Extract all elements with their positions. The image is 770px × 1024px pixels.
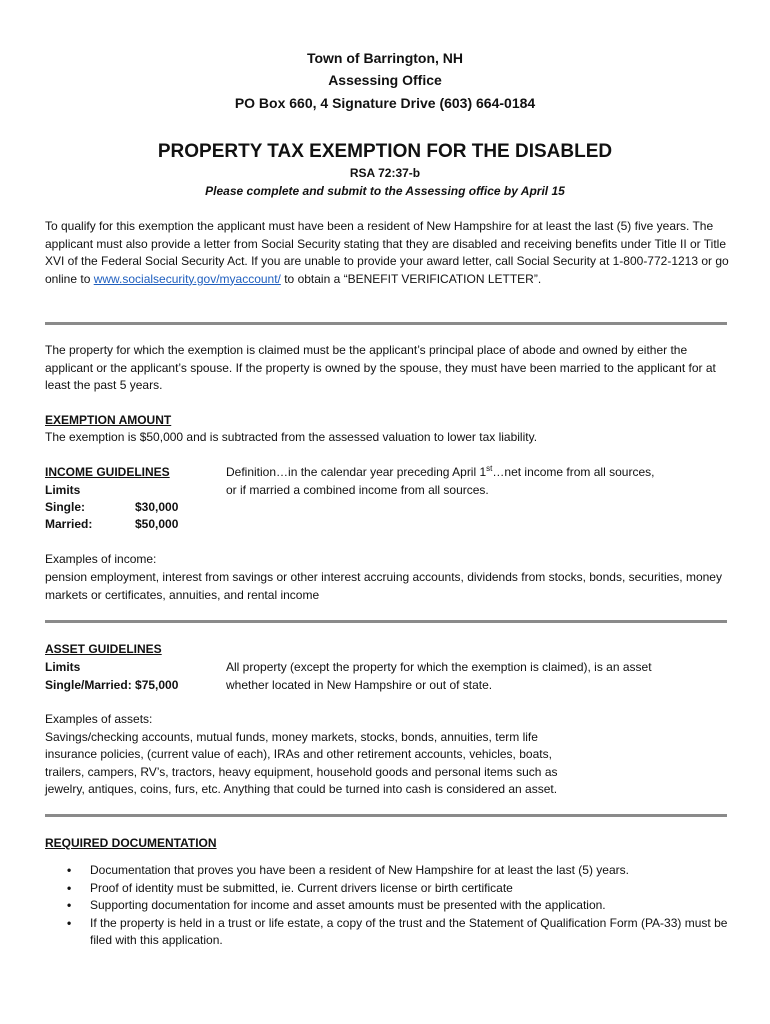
- income-limits-label: Limits: [45, 483, 81, 497]
- bullet-icon: •: [67, 915, 72, 930]
- office-address: PO Box 660, 4 Signature Drive (603) 664-0184: [234, 95, 536, 111]
- income-single-value: $30,000: [135, 500, 179, 514]
- income-definition-text-2: …net income from all sources,: [492, 465, 655, 479]
- income-single-label: Single:: [45, 500, 86, 514]
- income-married-value: $50,000: [135, 517, 179, 531]
- asset-definition-line2: whether located in New Hampshire or out of state.: [226, 678, 493, 692]
- asset-examples-line: Savings/checking accounts, mutual funds, money markets, stocks, bonds, annuities, term life: [45, 730, 538, 744]
- list-item: [45, 880, 735, 898]
- asset-limits-label: Limits: [45, 660, 81, 674]
- office-name: Town of Barrington, NH: [306, 50, 464, 66]
- asset-heading: ASSET GUIDELINES: [45, 642, 162, 656]
- asset-examples-line: trailers, campers, RV’s, tractors, heavy equipment, household goods and personal items such as: [45, 765, 558, 779]
- documentation-heading: REQUIRED DOCUMENTATION: [45, 836, 217, 850]
- income-heading: INCOME GUIDELINES: [45, 465, 170, 479]
- asset-examples-label: Examples of assets:: [45, 712, 153, 726]
- list-item-text: Documentation that proves you have been a resident of New Hampshire for at least the last (5) years.: [90, 863, 629, 877]
- asset-definition-line1: All property (except the property for which the exemption is claimed), is an asset: [226, 660, 652, 674]
- list-item-text: If the property is held in a trust or life estate, a copy of the trust and the Statement of Qualification Form (PA-33) must be filed with this application.: [90, 915, 728, 947]
- property-paragraph: The property for which the exemption is claimed must be the applicant’s principal place of abode and owned by either the applicant or the applicant’s spouse. If the property is owned by the spouse, they must have been married to the applicant for at least the past 5 years.: [45, 343, 716, 392]
- bullet-icon: •: [67, 863, 72, 877]
- bullet-icon: •: [67, 880, 72, 895]
- income-definition-text: Definition…in the calendar year preceding April 1: [226, 465, 487, 479]
- asset-limit-value: Single/Married: $75,000: [45, 678, 179, 692]
- income-examples-text: pension employment, interest from savings or other interest accruing accounts, dividends from stocks, bonds, securities, money markets or certificates, annuities, and rental income: [45, 570, 722, 602]
- section-divider: [45, 814, 727, 817]
- list-item: [45, 862, 735, 880]
- income-definition-sup: st: [486, 464, 493, 473]
- intro-text-1: To qualify for this exemption the applicant must have been a resident of New Hampshire for at least the last (5) five years. The applicant must also provide a letter from Social Security stating that they are disabled and receiving benefits under Title II or Title XVI of the Federal Social Security Act. If you are unable to provide your award letter, call Social Security at 1-800-772-1213 or go online to: [45, 219, 729, 286]
- social-security-link[interactable]: www.socialsecurity.gov/myaccount/: [93, 271, 281, 286]
- exemption-text: The exemption is $50,000 and is subtracted from the assessed valuation to lower tax liability.: [45, 430, 538, 444]
- list-item: [45, 915, 735, 950]
- bullet-icon: •: [67, 898, 72, 912]
- list-item-text: Supporting documentation for income and asset amounts must be presented with the application.: [90, 898, 606, 912]
- list-item-text: Proof of identity must be submitted, ie. Current drivers license or birth certificate: [90, 880, 513, 895]
- page-title: PROPERTY TAX EXEMPTION FOR THE DISABLED: [157, 141, 613, 162]
- section-divider: [45, 322, 727, 325]
- income-married-label: Married:: [45, 517, 93, 531]
- submission-note: Please complete and submit to the Assessing office by April 15: [205, 184, 565, 198]
- office-department: Assessing Office: [328, 72, 442, 88]
- intro-text-2: to obtain a “BENEFIT VERIFICATION LETTER”.: [280, 271, 542, 286]
- rsa-reference: RSA 72:37-b: [349, 166, 421, 180]
- intro-paragraph: [45, 218, 730, 288]
- asset-examples-line: jewelry, antiques, coins, furs, etc. Anything that could be turned into cash is considered an asset.: [45, 782, 558, 796]
- list-item: [45, 897, 735, 915]
- income-examples-label: Examples of income:: [45, 552, 157, 566]
- documentation-list: [45, 862, 735, 950]
- exemption-heading: EXEMPTION AMOUNT: [45, 413, 172, 427]
- asset-examples-line: insurance policies, (current value of each), IRAs and other retirement accounts, vehicles, boats,: [45, 747, 552, 761]
- section-divider: [45, 620, 727, 623]
- income-definition: [226, 464, 726, 482]
- income-definition-line2: or if married a combined income from all sources.: [226, 483, 489, 497]
